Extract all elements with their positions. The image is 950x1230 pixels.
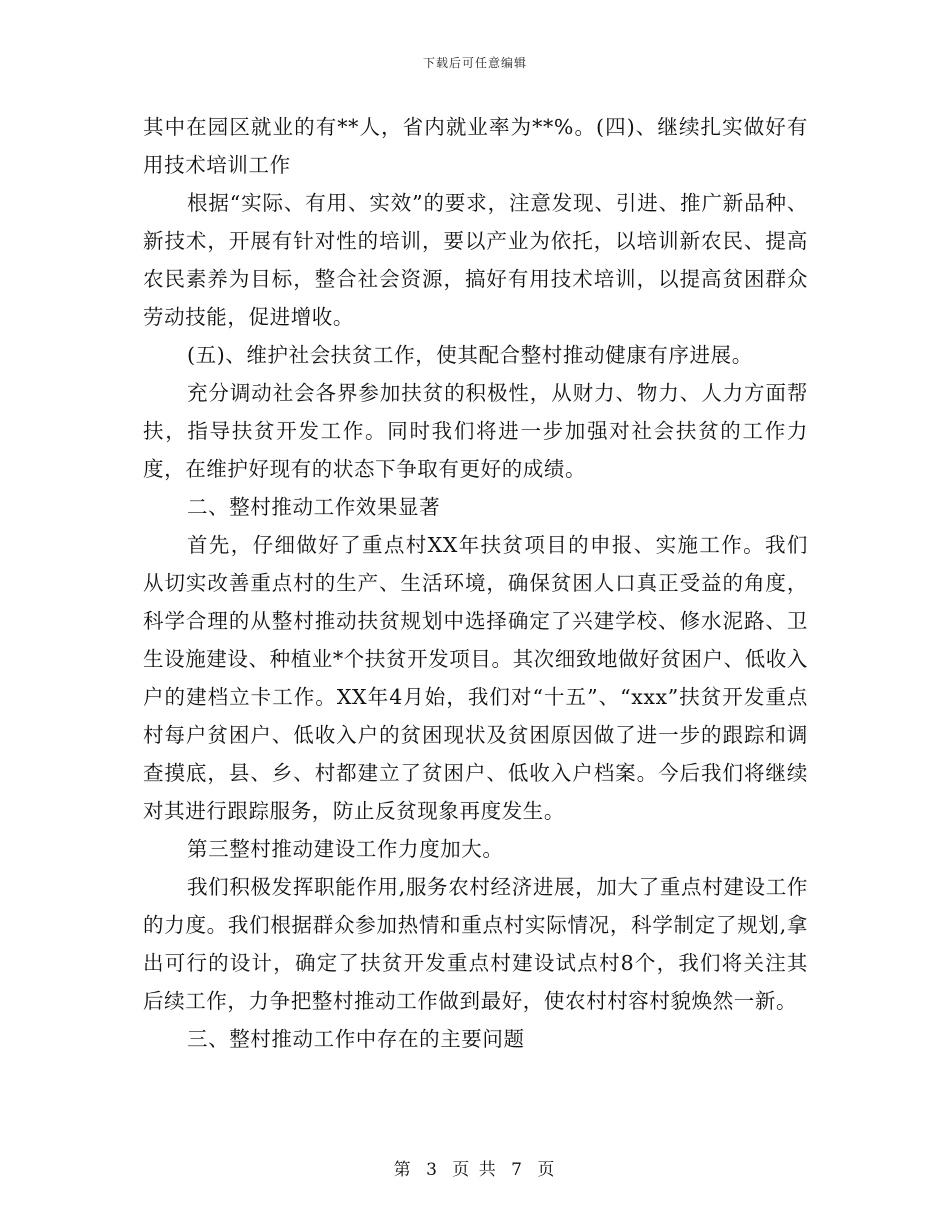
page-footer xyxy=(0,1155,950,1180)
page-header-note: 下载后可任意编辑 xyxy=(422,56,527,70)
footer-suffix: 页 xyxy=(537,1160,557,1180)
paragraph-6: 首先，仔细做好了重点村XX年扶贫项目的申报、实施工作。我们从切实改善重点村的生产、生活环境，确保贫困人口真正受益的角度，科学合理的从整村推动扶贫规划中选择确定了兴建学校、修水泥路、卫生设施建设、种植业*个扶贫开发项目。其次细致地做好贫困户、低收入户的建档立卡工作。XX年4月始，我们对“十五”、“xxx”扶贫开发重点村每户贫困户、低收入户的贫困现状及贫困原因做了进一步的跟踪和调查摸底，县、乡、村都建立了贫困户、低收入户档案。今后我们将继续对其进行跟踪服务，防止反贫现象再度发生。 xyxy=(143,533,808,823)
footer-total-pages: 7 xyxy=(511,1160,524,1180)
section-heading-2: 二、整村推动工作效果显著 xyxy=(187,495,441,519)
document-body xyxy=(143,108,808,1058)
paragraph-8: 我们积极发挥职能作用,服务农村经济进展，加大了重点村建设工作的力度。我们根据群众参加热情和重点村实际情况，科学制定了规划,拿出可行的设计，确定了扶贫开发重点村建设试点村8个，我们将关注其后续工作，力争把整村推动工作做到最好，使农村村容村貌焕然一新。 xyxy=(143,875,808,1013)
paragraph-4: 充分调动社会各界参加扶贫的积极性，从财力、物力、人力方面帮扶，指导扶贫开发工作。同时我们将进一步加强对社会扶贫的工作力度，在维护好现有的状态下争取有更好的成绩。 xyxy=(143,381,808,481)
section-heading-3: 三、整村推动工作中存在的主要问题 xyxy=(187,1027,525,1051)
footer-middle: 页 共 xyxy=(452,1160,498,1180)
footer-prefix: 第 xyxy=(393,1160,413,1180)
paragraph-3: (五)、维护社会扶贫工作，使其配合整村推动健康有序进展。 xyxy=(187,343,753,367)
footer-current-page: 3 xyxy=(426,1160,439,1180)
paragraph-2: 根据“实际、有用、实效”的要求，注意发现、引进、推广新品种、新技术，开展有针对性的培训，要以产业为依托，以培训新农民、提高农民素养为目标，整合社会资源，搞好有用技术培训，以提高贫困群众劳动技能，促进增收。 xyxy=(143,191,808,329)
paragraph-1: 其中在园区就业的有**人，省内就业率为**%。(四)、继续扎实做好有用技术培训工作 xyxy=(143,115,808,177)
subheading-third: 第三整村推动建设工作力度加大。 xyxy=(187,837,504,861)
